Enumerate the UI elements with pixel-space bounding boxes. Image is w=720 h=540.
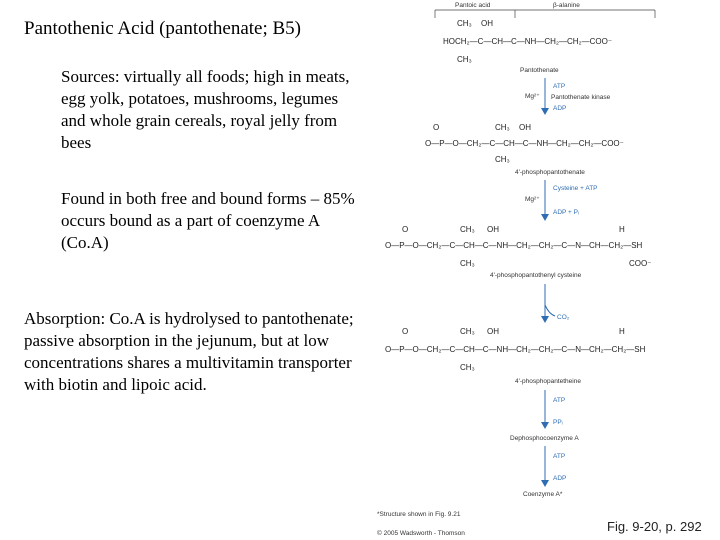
step1-name: Pantothenate xyxy=(520,67,559,74)
oh-top-1: OH xyxy=(481,19,493,28)
h-top-4: H xyxy=(619,327,625,336)
phosphopantothenate-formula: O—P—O—CH₂—C—CH—C—NH—CH₂—CH₂—COO⁻ xyxy=(425,139,624,148)
step5-out: ADP xyxy=(553,475,567,482)
pantoic-acid-label: Pantoic acid xyxy=(455,2,491,9)
step1-in: ATP xyxy=(553,83,566,90)
cysteine-formula: O—P—O—CH₂—C—CH—C—NH—CH₂—CH₂—C—N—CH—CH₂—SH xyxy=(385,241,643,250)
coa-synthesis-pathway-figure xyxy=(365,0,720,540)
step6-name: Coenzyme A* xyxy=(523,491,563,498)
ch3-bottom-1: CH₃ xyxy=(457,55,472,64)
step1-out: ADP xyxy=(553,105,567,112)
step4-out: PPᵢ xyxy=(553,419,563,426)
step2-name: 4'-phosphopantothenate xyxy=(515,169,585,176)
pantoic-bracket xyxy=(435,10,655,18)
ch3-bottom-3: CH₃ xyxy=(460,259,475,268)
o-top-4: O xyxy=(402,327,409,336)
pantothenate-formula: HOCH₂—C—CH—C—NH—CH₂—CH₂—COO⁻ xyxy=(443,37,613,46)
step2-cofactor: Mg²⁺ xyxy=(525,196,540,203)
ch3-bottom-2: CH₃ xyxy=(495,155,510,164)
step3-name: 4'-phosphopantothenyl cysteine xyxy=(490,272,582,279)
sources-paragraph: Sources: virtually all foods; high in meats, egg yolk, potatoes, mushrooms, legumes and whole grain cereals, royal jelly from bees xyxy=(61,67,350,152)
beta-alanine-label: β-alanine xyxy=(553,2,580,9)
oh-top-2: OH xyxy=(519,123,531,132)
step2-out: ADP + Pᵢ xyxy=(553,209,580,216)
absorption-paragraph: Absorption: Co.A is hydrolysed to pantothenate; passive absorption in the jejunum, but at low concentrations shares a multivitamin transporter with biotin and lipoic acid. xyxy=(24,309,354,394)
o-top-2: O xyxy=(433,123,440,132)
forms-paragraph: Found in both free and bound forms – 85% occurs bound as a part of coenzyme A (Co.A) xyxy=(61,189,355,252)
h-top-3: H xyxy=(619,225,625,234)
ch3-top-3: CH₃ xyxy=(460,225,475,234)
step1-cofactor: Mg²⁺ xyxy=(525,93,540,100)
cysteine-coo: COO⁻ xyxy=(629,259,652,268)
figure-caption: Fig. 9-20, p. 292 xyxy=(607,519,702,534)
ch3-top-1: CH₃ xyxy=(457,19,472,28)
o-top-3: O xyxy=(402,225,409,234)
ch3-top-2: CH₃ xyxy=(495,123,510,132)
step4-name: 4'-phosphopantetheine xyxy=(515,378,581,385)
step5-name: Dephosphocoenzyme A xyxy=(510,435,579,442)
oh-top-3: OH xyxy=(487,225,499,234)
step3-out: CO₂ xyxy=(557,314,570,321)
copyright: © 2005 Wadsworth - Thomson xyxy=(377,530,465,537)
slide-title: Pantothenic Acid (pantothenate; B5) xyxy=(24,18,302,39)
figure-footnote: *Structure shown in Fig. 9.21 xyxy=(377,511,461,518)
oh-top-4: OH xyxy=(487,327,499,336)
pantetheine-formula: O—P—O—CH₂—C—CH—C—NH—CH₂—CH₂—C—N—CH₂—CH₂—SH xyxy=(385,345,646,354)
ch3-top-4: CH₃ xyxy=(460,327,475,336)
step1-enzyme: Pantothenate kinase xyxy=(551,94,611,101)
step5-in: ATP xyxy=(553,453,566,460)
ch3-bottom-4: CH₃ xyxy=(460,363,475,372)
step4-in: ATP xyxy=(553,397,566,404)
step2-in: Cysteine + ATP xyxy=(553,185,598,192)
